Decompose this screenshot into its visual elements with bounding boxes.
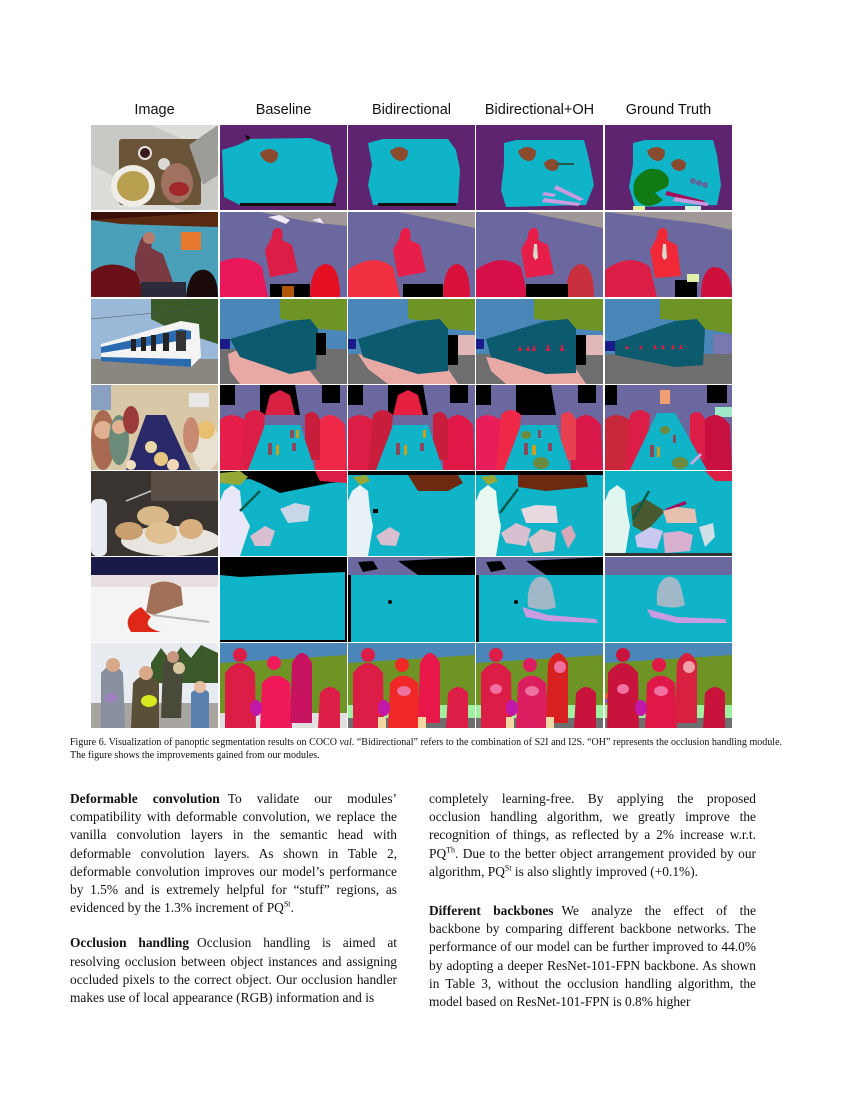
row2-bidirectional-oh-segmentation (476, 212, 603, 297)
row1-ground-truth-segmentation (605, 125, 732, 210)
row7-bidirectional-oh-segmentation (476, 643, 603, 728)
paragraph-text: completely learning-free. By applying the proposed occlusion handling algorithm, we greatly improve the recognition of things, as reflected by a 2% increase w.r.t. PQ (429, 791, 756, 861)
paragraph-text: To validate our modules’ compatibility with deformable convolution, we replace the vanilla convolution layers in the semantic head with deformable convolution layers. As shown in Table 2, deformable convolution improves our model’s performance by 1.5% and is extremely helpful for “stuff” regions, as evidenced by the 1.3% increment of PQ (70, 791, 397, 916)
row7-baseline-segmentation (220, 643, 347, 728)
row5-baseline-segmentation (220, 471, 347, 556)
paragraph-different-backbones (429, 902, 756, 1011)
paragraph-tail: . (290, 900, 294, 916)
row1-bidirectional-oh-segmentation (476, 125, 603, 210)
row6-bidirectional-segmentation (348, 557, 475, 642)
paragraph-text: is also slightly improved (+0.1%). (511, 863, 699, 879)
row3-bidirectional-oh-segmentation (476, 299, 603, 384)
row1-input-image (91, 125, 218, 210)
row6-baseline-segmentation (220, 557, 347, 642)
segmentation-figure-grid (91, 125, 732, 728)
header-image: Image (134, 102, 175, 118)
row7-ground-truth-segmentation (605, 643, 732, 728)
left-text-column (70, 790, 397, 1024)
paragraph-text: . Due to the better object arrangement provided by our algorithm, PQ (429, 845, 756, 879)
heading-occlusion-handling: Occlusion handling (70, 935, 190, 951)
row2-baseline-segmentation (220, 212, 347, 297)
caption-text-1: Visualization of panoptic segmentation results on COCO (106, 737, 340, 748)
row2-bidirectional-segmentation (348, 212, 475, 297)
row6-ground-truth-segmentation (605, 557, 732, 642)
superscript-th: Th (446, 845, 456, 855)
caption-italic-val: val (339, 737, 352, 748)
row4-baseline-segmentation (220, 385, 347, 470)
heading-different-backbones: Different backbones (429, 903, 554, 919)
row4-bidirectional-oh-segmentation (476, 385, 603, 470)
paragraph-text: Occlusion handling is aimed at resolving occlusion between object instances and assigning occluded pixels to the correct object. Our occlusion handler makes use of local appearance (RGB) information and is (70, 935, 397, 1006)
row7-bidirectional-segmentation (348, 643, 475, 728)
row7-input-image (91, 643, 218, 728)
header-bidirectional: Bidirectional (372, 102, 451, 118)
figure-label: Figure 6. (70, 737, 107, 748)
row3-baseline-segmentation (220, 299, 347, 384)
figure-column-headers (91, 102, 732, 122)
row3-input-image (91, 299, 218, 384)
paragraph-deformable-convolution (70, 790, 397, 917)
row2-ground-truth-segmentation (605, 212, 732, 297)
superscript-st: St (504, 863, 512, 873)
row5-ground-truth-segmentation (605, 471, 732, 556)
superscript: St (283, 899, 291, 909)
row3-bidirectional-segmentation (348, 299, 475, 384)
row6-input-image (91, 557, 218, 642)
caption-text-2: . “Bidirectional” refers to the combination of S2I and I2S. “OH” represents the occlusion handling module. The figure shows the improvements gained from our modules. (70, 737, 783, 761)
row2-input-image (91, 212, 218, 297)
paragraph-text: We analyze the effect of the backbone by comparing different backbone networks. The performance of our model can be further improved to 44.0% by adopting a deeper ResNet-101-FPN backbone. As shown in Table 3, without the occlusion handling algorithm, the model based on ResNet-101-FPN is 0.8% higher (429, 903, 756, 1010)
row3-ground-truth-segmentation (605, 299, 732, 384)
header-ground-truth: Ground Truth (625, 102, 712, 118)
header-baseline: Baseline (255, 102, 312, 118)
row6-bidirectional-oh-segmentation (476, 557, 603, 642)
row1-baseline-segmentation (220, 125, 347, 210)
paragraph-occlusion-continued (429, 790, 756, 881)
row5-bidirectional-segmentation (348, 471, 475, 556)
row4-bidirectional-segmentation (348, 385, 475, 470)
figure-caption (70, 736, 782, 762)
heading-deformable-convolution: Deformable convolution (70, 791, 220, 806)
paragraph-occlusion-handling (70, 934, 397, 1007)
row4-ground-truth-segmentation (605, 385, 732, 470)
header-bidirectional-oh: Bidirectional+OH (484, 102, 595, 118)
row5-bidirectional-oh-segmentation (476, 471, 603, 556)
row5-input-image (91, 471, 218, 556)
row1-bidirectional-segmentation (348, 125, 475, 210)
row4-input-image (91, 385, 218, 470)
right-text-column (429, 790, 756, 1028)
